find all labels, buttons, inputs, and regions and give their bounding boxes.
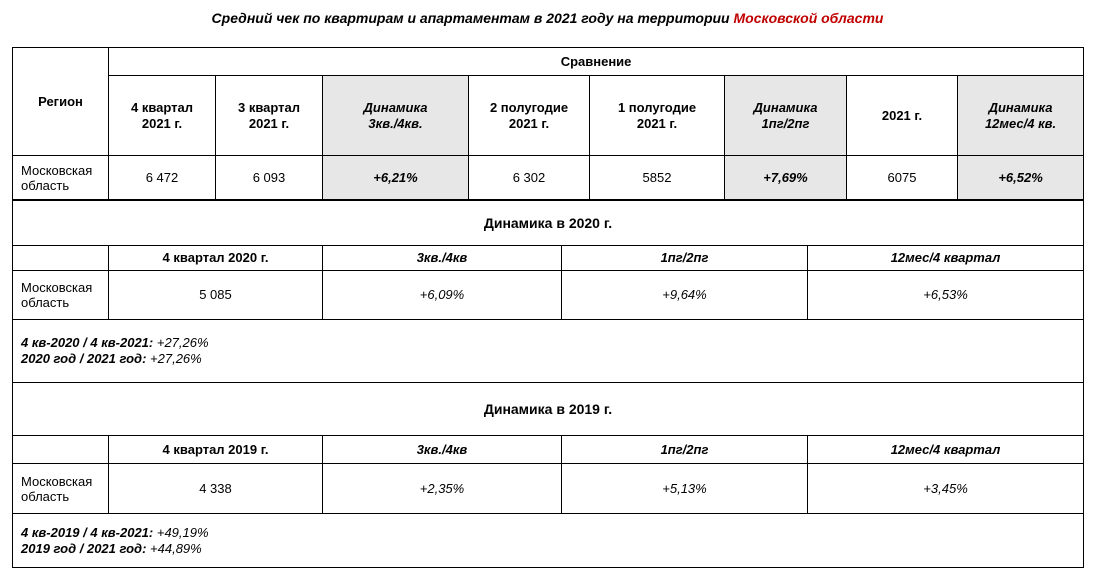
dynamics-2019-note [13,514,1084,568]
col-header: 1пг/2пг [562,436,808,464]
col-header: 2 полугодие 2021 г. [469,76,590,156]
table-cell: +6,53% [808,271,1084,320]
table-cell: +2,35% [323,464,562,514]
region-cell: Московская область [13,464,109,514]
dynamics-2019-heading: Динамика в 2019 г. [13,383,1084,436]
table-cell: +9,64% [562,271,808,320]
empty-cell [13,246,109,271]
table-cell-dynamics: +7,69% [725,156,847,201]
table-cell-dynamics: +6,21% [323,156,469,201]
title-highlight: Московской области [733,10,884,26]
col-header: 4 квартал 2019 г. [109,436,323,464]
region-cell: Московская область [13,156,109,201]
region-header: Регион [13,48,109,156]
note-value: +27,26% [146,351,202,366]
table-cell: +5,13% [562,464,808,514]
col-header-dynamics: Динамика 12мес/4 кв. [958,76,1084,156]
comparison-table [12,47,1084,201]
note-value: +49,19% [153,524,209,540]
col-header: 3кв./4кв [323,436,562,464]
table-row [13,156,1084,201]
table-cell: +3,45% [808,464,1084,514]
table-cell: 6 302 [469,156,590,201]
col-header: 3кв./4кв [323,246,562,271]
dynamics-2020-note [13,320,1084,383]
note-value: +27,26% [153,335,209,350]
dynamics-2020-heading: Динамика в 2020 г. [13,200,1084,246]
col-header: 1пг/2пг [562,246,808,271]
table-row [13,464,1084,514]
table-cell: 4 338 [109,464,323,514]
col-header-dynamics: Динамика 3кв./4кв. [323,76,469,156]
col-header-dynamics: Динамика 1пг/2пг [725,76,847,156]
note-label: 2019 год / 2021 год: [21,540,147,556]
note-label: 2020 год / 2021 год: [21,351,147,366]
table-cell: 6075 [847,156,958,201]
title-prefix: Средний чек по квартирам и апартаментам в 2021 году на территории [211,10,734,26]
region-cell: Московская область [13,271,109,320]
col-header: 1 полугодие 2021 г. [590,76,725,156]
note-label: 4 кв-2019 / 4 кв-2021: [21,524,154,540]
col-header: 2021 г. [847,76,958,156]
table-cell: 6 093 [216,156,323,201]
table-cell: +6,09% [323,271,562,320]
col-header: 4 квартал 2020 г. [109,246,323,271]
table-row [13,271,1084,320]
table-cell-dynamics: +6,52% [958,156,1084,201]
dynamics-2020-table [12,199,1084,383]
table-cell: 6 472 [109,156,216,201]
note-label: 4 кв-2020 / 4 кв-2021: [21,335,154,350]
comparison-header: Сравнение [109,48,1084,76]
note-value: +44,89% [146,540,202,556]
col-header: 3 квартал 2021 г. [216,76,323,156]
empty-cell [13,436,109,464]
page-title [0,10,1095,26]
col-header: 4 квартал 2021 г. [109,76,216,156]
col-header: 12мес/4 квартал [808,436,1084,464]
table-cell: 5 085 [109,271,323,320]
table-cell: 5852 [590,156,725,201]
dynamics-2019-table [12,382,1084,568]
col-header: 12мес/4 квартал [808,246,1084,271]
